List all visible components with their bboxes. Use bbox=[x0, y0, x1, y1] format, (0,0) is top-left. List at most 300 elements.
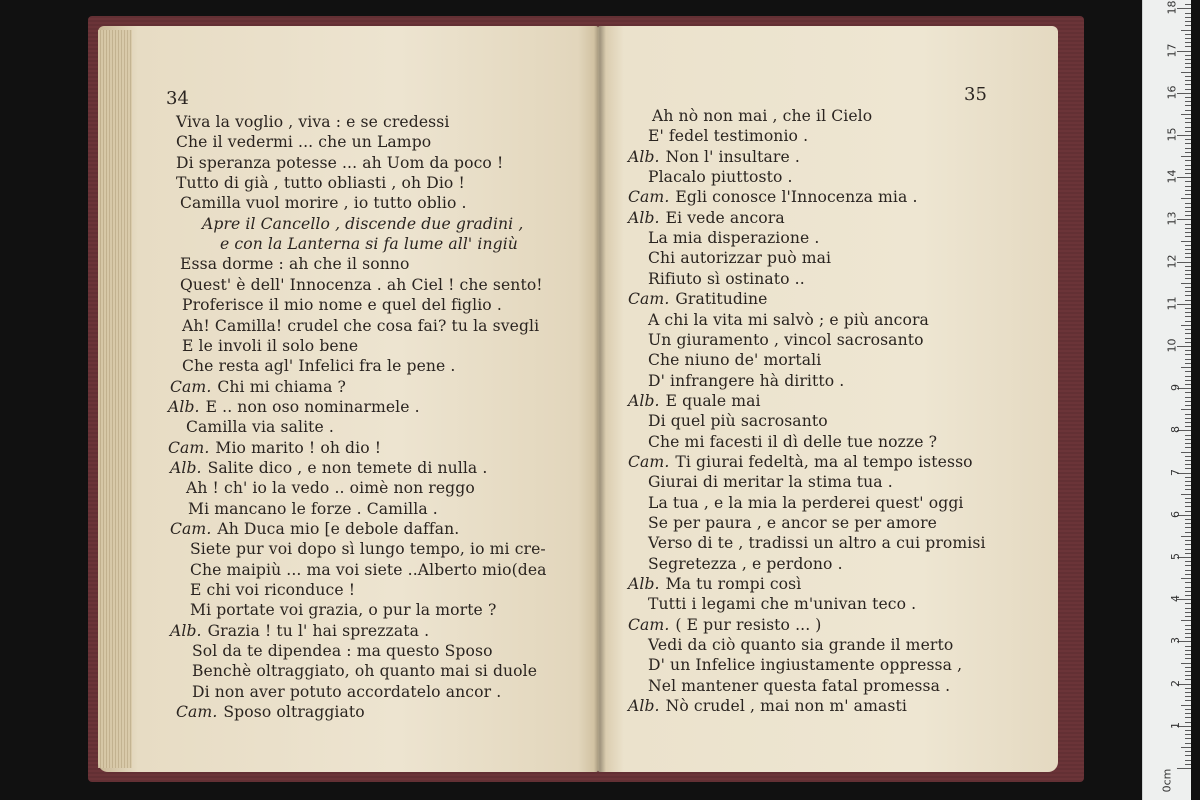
ruler-tick bbox=[1185, 89, 1191, 90]
ruler-tick bbox=[1185, 84, 1191, 85]
ruler-tick bbox=[1185, 477, 1191, 478]
ruler-tick bbox=[1181, 367, 1191, 368]
line-text: Che mi facesti il dì delle tue nozze ? bbox=[648, 432, 938, 451]
text-line bbox=[188, 499, 438, 519]
text-line bbox=[186, 478, 475, 498]
ruler-tick bbox=[1185, 38, 1191, 39]
ruler-tick bbox=[1185, 236, 1191, 237]
ruler-tick bbox=[1181, 283, 1191, 284]
ruler-tick bbox=[1185, 139, 1191, 140]
line-text: Ti giurai fedeltà, ma al tempo istesso bbox=[675, 452, 973, 471]
ruler-tick bbox=[1185, 392, 1191, 393]
line-text: La tua , e la mia la perderei quest' oggi bbox=[648, 493, 964, 512]
text-line bbox=[186, 417, 334, 437]
line-text: Gratitudine bbox=[675, 290, 768, 309]
ruler-tick bbox=[1185, 435, 1191, 436]
line-text: Che niuno de' mortali bbox=[648, 351, 822, 370]
ruler-tick bbox=[1185, 422, 1191, 423]
line-text: Rifiuto sì ostinato .. bbox=[648, 269, 805, 288]
ruler-tick bbox=[1185, 654, 1191, 655]
speaker-label: Alb. bbox=[170, 458, 202, 477]
ruler-tick bbox=[1185, 338, 1191, 339]
ruler-number: 16 bbox=[1165, 85, 1179, 100]
ruler-tick bbox=[1185, 553, 1191, 554]
ruler-tick bbox=[1185, 751, 1191, 752]
line-text: Di non aver potuto accordatelo ancor . bbox=[192, 682, 502, 701]
speaker-label: Cam. bbox=[628, 452, 670, 471]
speaker-label: Cam. bbox=[170, 520, 212, 538]
line-text: Segretezza , e perdono . bbox=[648, 554, 843, 573]
ruler-tick bbox=[1185, 401, 1191, 402]
text-line bbox=[176, 153, 503, 173]
text-line bbox=[628, 187, 918, 207]
ruler-tick bbox=[1181, 578, 1191, 579]
text-line bbox=[176, 132, 431, 152]
line-text: Sposo oltraggiato bbox=[223, 703, 365, 722]
ruler-tick bbox=[1185, 63, 1191, 64]
ruler-tick bbox=[1185, 570, 1191, 571]
ruler-tick bbox=[1185, 730, 1191, 731]
ruler-tick bbox=[1177, 8, 1191, 9]
ruler-tick bbox=[1185, 287, 1191, 288]
speaker-label: Cam. bbox=[176, 703, 218, 722]
ruler-number: 10 bbox=[1165, 338, 1179, 353]
ruler-tick bbox=[1185, 67, 1191, 68]
ruler-tick bbox=[1185, 595, 1191, 596]
ruler-tick bbox=[1185, 498, 1191, 499]
ruler-tick bbox=[1185, 25, 1191, 26]
text-line bbox=[628, 208, 785, 228]
text-line bbox=[648, 228, 819, 248]
text-line bbox=[648, 371, 844, 391]
ruler-tick bbox=[1185, 502, 1191, 503]
line-text: Chi autorizzar può mai bbox=[648, 249, 832, 268]
text-line bbox=[190, 580, 355, 600]
ruler-tick bbox=[1185, 709, 1191, 710]
line-text: Non l' insultare . bbox=[665, 147, 800, 166]
ruler-number: 9 bbox=[1169, 384, 1182, 392]
text-line bbox=[648, 310, 929, 330]
ruler-tick bbox=[1185, 464, 1191, 465]
line-text: Essa dorme : ah che il sonno bbox=[180, 255, 410, 274]
text-line bbox=[648, 472, 893, 492]
ruler-number: 12 bbox=[1165, 254, 1179, 269]
ruler-tick bbox=[1185, 692, 1191, 693]
ruler-tick bbox=[1181, 241, 1191, 242]
ruler-tick bbox=[1181, 536, 1191, 537]
speaker-label: Alb. bbox=[628, 208, 660, 227]
ruler-tick bbox=[1181, 325, 1191, 326]
ruler-tick bbox=[1185, 717, 1191, 718]
ruler-tick bbox=[1177, 177, 1191, 178]
ruler-tick bbox=[1185, 152, 1191, 153]
text-line bbox=[182, 295, 502, 315]
ruler-tick bbox=[1185, 397, 1191, 398]
text-line bbox=[170, 519, 459, 539]
ruler-tick bbox=[1185, 224, 1191, 225]
ruler-tick bbox=[1185, 489, 1191, 490]
ruler-tick bbox=[1185, 722, 1191, 723]
ruler-tick bbox=[1185, 329, 1191, 330]
line-text: Tutto di già , tutto obliasti , oh Dio ! bbox=[176, 174, 465, 193]
text-line bbox=[648, 493, 964, 513]
line-text: Placalo piuttosto . bbox=[648, 168, 793, 187]
ruler-tick bbox=[1185, 300, 1191, 301]
ruler-tick bbox=[1181, 494, 1191, 495]
ruler-tick bbox=[1185, 253, 1191, 254]
text-line bbox=[648, 635, 953, 655]
ruler-tick bbox=[1185, 439, 1191, 440]
text-line bbox=[220, 234, 518, 254]
text-line bbox=[648, 655, 962, 675]
ruler-tick bbox=[1185, 760, 1191, 761]
ruler-tick bbox=[1185, 696, 1191, 697]
text-line bbox=[648, 167, 793, 187]
ruler-tick bbox=[1181, 409, 1191, 410]
ruler-tick bbox=[1185, 148, 1191, 149]
text-line bbox=[180, 193, 467, 213]
ruler-tick bbox=[1185, 245, 1191, 246]
line-text: Se per paura , e ancor se per amore bbox=[648, 514, 937, 532]
ruler-number: 8 bbox=[1169, 426, 1182, 434]
line-text: Ah nò non mai , che il Cielo bbox=[652, 107, 873, 125]
line-text: Che il vedermi ... che un Lampo bbox=[176, 133, 432, 152]
line-text: La mia disperazione . bbox=[648, 229, 820, 248]
ruler-tick bbox=[1185, 203, 1191, 204]
ruler-tick bbox=[1185, 481, 1191, 482]
line-text: E quale mai bbox=[665, 391, 761, 410]
ruler-tick bbox=[1185, 523, 1191, 524]
ruler-number: 1 bbox=[1169, 721, 1182, 729]
line-text: Egli conosce l'Innocenza mia . bbox=[675, 188, 918, 207]
ruler-tick bbox=[1181, 452, 1191, 453]
ruler-tick bbox=[1181, 705, 1191, 706]
ruler-tick bbox=[1185, 591, 1191, 592]
text-line bbox=[628, 147, 800, 167]
line-text: Mi mancano le forze . Camilla . bbox=[188, 499, 438, 518]
line-text: E chi voi riconduce ! bbox=[190, 581, 356, 600]
ruler-tick bbox=[1185, 671, 1191, 672]
line-text: Camilla via salite . bbox=[186, 418, 334, 437]
ruler-tick bbox=[1185, 371, 1191, 372]
text-line bbox=[182, 356, 455, 376]
ruler-tick bbox=[1185, 738, 1191, 739]
ruler-tick bbox=[1185, 574, 1191, 575]
ruler-tick bbox=[1185, 249, 1191, 250]
line-text: Camilla vuol morire , io tutto oblio . bbox=[180, 194, 467, 213]
ruler-tick bbox=[1185, 603, 1191, 604]
ruler-tick bbox=[1181, 620, 1191, 621]
ruler-tick bbox=[1185, 122, 1191, 123]
line-text: Che resta agl' Infelici fra le pene . bbox=[182, 357, 456, 376]
ruler-tick bbox=[1177, 51, 1191, 52]
speaker-label: Cam. bbox=[628, 615, 670, 634]
text-line bbox=[176, 173, 465, 193]
line-text: Che maipiù ... ma voi siete ..Alberto mio(dea bbox=[190, 560, 547, 579]
speaker-label: Alb. bbox=[628, 391, 660, 410]
text-line bbox=[182, 316, 539, 336]
ruler-tick bbox=[1185, 4, 1191, 5]
line-text: Sol da te dipendea : ma questo Sposo bbox=[192, 642, 493, 661]
ruler-tick bbox=[1185, 743, 1191, 744]
ruler-number: 2 bbox=[1169, 679, 1182, 687]
ruler-tick bbox=[1185, 17, 1191, 18]
speaker-label: Alb. bbox=[170, 621, 202, 640]
ruler-tick bbox=[1185, 169, 1191, 170]
ruler-tick bbox=[1185, 650, 1191, 651]
line-text: D' infrangere hà diritto . bbox=[648, 371, 845, 390]
line-text: Nò crudel , mai non m' amasti bbox=[665, 697, 907, 716]
ruler-tick bbox=[1185, 321, 1191, 322]
ruler-tick bbox=[1185, 380, 1191, 381]
ruler-tick bbox=[1185, 384, 1191, 385]
text-line bbox=[648, 126, 808, 146]
ruler-tick bbox=[1185, 274, 1191, 275]
text-line bbox=[176, 112, 449, 132]
ruler-tick bbox=[1185, 143, 1191, 144]
ruler-number: 7 bbox=[1169, 468, 1182, 476]
ruler-tick bbox=[1181, 663, 1191, 664]
ruler-tick bbox=[1185, 629, 1191, 630]
text-line bbox=[170, 621, 429, 641]
ruler-tick bbox=[1185, 101, 1191, 102]
ruler-number: 14 bbox=[1165, 169, 1179, 184]
ruler-tick bbox=[1185, 211, 1191, 212]
ruler-tick bbox=[1185, 80, 1191, 81]
speaker-label: Alb. bbox=[168, 397, 200, 416]
line-text: e con la Lanterna si fa lume all' ingiù bbox=[220, 235, 518, 254]
ruler-number: 17 bbox=[1165, 43, 1179, 58]
ruler-tick bbox=[1185, 76, 1191, 77]
ruler-tick bbox=[1185, 312, 1191, 313]
text-line bbox=[628, 574, 801, 594]
ruler-tick bbox=[1185, 675, 1191, 676]
text-line bbox=[192, 661, 537, 681]
text-line bbox=[192, 641, 493, 661]
line-text: Verso di te , tradissi un altro a cui promisi bbox=[648, 534, 986, 553]
ruler-tick bbox=[1185, 342, 1191, 343]
line-text: Grazia ! tu l' hai sprezzata . bbox=[207, 621, 430, 640]
ruler-number: 3 bbox=[1169, 637, 1182, 645]
ruler-tick bbox=[1185, 165, 1191, 166]
ruler-tick bbox=[1185, 278, 1191, 279]
ruler-tick bbox=[1185, 700, 1191, 701]
text-line bbox=[170, 377, 346, 397]
text-line bbox=[648, 432, 937, 452]
ruler-tick bbox=[1185, 532, 1191, 533]
ruler-number: 4 bbox=[1169, 595, 1182, 603]
line-text: Ma tu rompi così bbox=[665, 575, 802, 594]
ruler-tick bbox=[1181, 156, 1191, 157]
ruler-tick bbox=[1185, 97, 1191, 98]
ruler-number: 13 bbox=[1165, 211, 1179, 226]
text-line bbox=[648, 350, 821, 370]
ruler-tick bbox=[1185, 443, 1191, 444]
text-line bbox=[190, 560, 547, 580]
ruler-number: 5 bbox=[1169, 553, 1182, 560]
ruler-tick bbox=[1185, 131, 1191, 132]
ruler-tick bbox=[1177, 135, 1191, 136]
line-text: D' un Infelice ingiustamente oppressa , bbox=[648, 656, 963, 675]
ruler-tick bbox=[1185, 291, 1191, 292]
book-binding bbox=[88, 16, 1084, 782]
ruler-tick bbox=[1185, 207, 1191, 208]
text-line bbox=[182, 336, 358, 356]
book-gutter bbox=[594, 26, 606, 772]
ruler-tick bbox=[1185, 612, 1191, 613]
page-edges bbox=[98, 30, 132, 768]
text-line bbox=[648, 676, 950, 696]
ruler-tick bbox=[1185, 270, 1191, 271]
line-text: Vedi da ciò quanto sia grande il merto bbox=[648, 636, 954, 655]
measurement-ruler bbox=[1142, 0, 1191, 800]
line-text: Ah Duca mio [e debole daffan. bbox=[217, 520, 460, 538]
left-page bbox=[98, 26, 598, 772]
speaker-label: Cam. bbox=[170, 377, 212, 396]
line-text: Salite dico , e non temete di nulla . bbox=[207, 458, 488, 477]
ruler-tick bbox=[1185, 565, 1191, 566]
line-text: Tutti i legami che m'univan teco . bbox=[648, 595, 917, 614]
speaker-label: Cam. bbox=[628, 290, 670, 309]
text-line bbox=[648, 411, 828, 431]
ruler-tick bbox=[1185, 713, 1191, 714]
ruler-tick bbox=[1185, 194, 1191, 195]
line-text: A chi la vita mi salvò ; e più ancora bbox=[648, 310, 929, 329]
ruler-tick bbox=[1185, 228, 1191, 229]
text-line bbox=[648, 533, 986, 553]
text-line bbox=[170, 458, 487, 478]
ruler-number: 11 bbox=[1165, 296, 1179, 311]
ruler-tick bbox=[1185, 186, 1191, 187]
ruler-tick bbox=[1185, 190, 1191, 191]
ruler-number: 15 bbox=[1165, 127, 1179, 142]
ruler-tick bbox=[1185, 561, 1191, 562]
ruler-tick bbox=[1177, 304, 1191, 305]
text-line bbox=[176, 702, 365, 722]
ruler-tick bbox=[1185, 519, 1191, 520]
ruler-tick bbox=[1185, 173, 1191, 174]
line-text: Quest' è dell' Innocenza . ah Ciel ! che sento! bbox=[180, 275, 543, 294]
text-line bbox=[628, 452, 973, 472]
ruler-number: 18 bbox=[1165, 0, 1179, 15]
text-line bbox=[180, 275, 543, 295]
line-text: E le involi il solo bene bbox=[182, 336, 359, 355]
line-text: Di quel più sacrosanto bbox=[648, 412, 828, 431]
ruler-tick bbox=[1185, 266, 1191, 267]
ruler-tick bbox=[1185, 426, 1191, 427]
ruler-tick bbox=[1185, 232, 1191, 233]
text-line bbox=[192, 682, 501, 702]
ruler-tick bbox=[1185, 405, 1191, 406]
ruler-tick bbox=[1185, 118, 1191, 119]
ruler-tick bbox=[1181, 198, 1191, 199]
ruler-tick bbox=[1185, 608, 1191, 609]
line-text: Siete pur voi dopo sì lungo tempo, io mi cre- bbox=[190, 540, 546, 559]
line-text: Proferisce il mio nome e quel del figlio . bbox=[182, 296, 502, 315]
line-text: Apre il Cancello , discende due gradini , bbox=[202, 214, 524, 233]
speaker-label: Alb. bbox=[628, 575, 660, 594]
line-text: Viva la voglio , viva : e se credessi bbox=[176, 113, 450, 131]
text-line bbox=[628, 696, 907, 716]
ruler-tick bbox=[1185, 460, 1191, 461]
ruler-tick bbox=[1185, 414, 1191, 415]
line-text: E .. non oso nominarmele . bbox=[205, 397, 420, 416]
ruler-tick bbox=[1185, 447, 1191, 448]
ruler-tick bbox=[1185, 55, 1191, 56]
ruler-tick bbox=[1185, 354, 1191, 355]
ruler-tick bbox=[1185, 511, 1191, 512]
ruler-tick bbox=[1185, 764, 1191, 765]
ruler-tick bbox=[1185, 110, 1191, 111]
ruler-tick bbox=[1185, 549, 1191, 550]
speaker-label: Cam. bbox=[168, 438, 210, 457]
ruler-tick bbox=[1185, 181, 1191, 182]
line-text: Ah ! ch' io la vedo .. oimè non reggo bbox=[186, 479, 475, 498]
ruler-tick bbox=[1185, 527, 1191, 528]
ruler-zero-label: 0cm bbox=[1160, 768, 1174, 793]
line-text: Di speranza potesse ... ah Uom da poco ! bbox=[176, 153, 504, 172]
ruler-tick bbox=[1185, 633, 1191, 634]
speaker-label: Cam. bbox=[628, 188, 670, 207]
ruler-tick bbox=[1185, 646, 1191, 647]
ruler-tick bbox=[1181, 114, 1191, 115]
ruler-tick bbox=[1185, 616, 1191, 617]
ruler-tick bbox=[1185, 667, 1191, 668]
ruler-tick bbox=[1185, 363, 1191, 364]
text-line bbox=[168, 438, 381, 458]
ruler-tick bbox=[1185, 257, 1191, 258]
text-line bbox=[648, 248, 831, 268]
left-page-number: 34 bbox=[166, 88, 189, 109]
ruler-tick bbox=[1185, 637, 1191, 638]
ruler-tick bbox=[1185, 42, 1191, 43]
line-text: Un giuramento , vincol sacrosanto bbox=[648, 330, 924, 349]
ruler-tick bbox=[1185, 544, 1191, 545]
ruler-tick bbox=[1185, 46, 1191, 47]
text-line bbox=[628, 615, 822, 635]
line-text: Nel mantener questa fatal promessa . bbox=[648, 676, 951, 695]
ruler-tick bbox=[1185, 688, 1191, 689]
ruler-tick bbox=[1185, 679, 1191, 680]
line-text: Benchè oltraggiato, oh quanto mai si duole bbox=[192, 662, 538, 681]
text-line bbox=[652, 106, 872, 126]
line-text: Giurai di meritar la stima tua . bbox=[648, 473, 893, 492]
ruler-tick bbox=[1185, 215, 1191, 216]
ruler-tick bbox=[1185, 734, 1191, 735]
ruler-tick bbox=[1181, 72, 1191, 73]
ruler-tick bbox=[1185, 21, 1191, 22]
speaker-label: Alb. bbox=[628, 697, 660, 716]
text-line bbox=[628, 289, 768, 309]
text-line bbox=[628, 391, 761, 411]
text-line bbox=[190, 600, 496, 620]
ruler-tick bbox=[1185, 755, 1191, 756]
ruler-tick bbox=[1177, 262, 1191, 263]
line-text: Mio marito ! oh dio ! bbox=[215, 438, 382, 457]
right-page-number: 35 bbox=[964, 84, 987, 105]
text-line bbox=[648, 554, 843, 574]
ruler-tick bbox=[1185, 376, 1191, 377]
text-line bbox=[648, 513, 937, 533]
ruler-tick bbox=[1177, 93, 1191, 94]
text-line bbox=[168, 397, 420, 417]
ruler-tick bbox=[1177, 768, 1191, 769]
ruler-tick bbox=[1185, 34, 1191, 35]
text-line bbox=[202, 214, 523, 234]
ruler-tick bbox=[1185, 468, 1191, 469]
ruler-tick bbox=[1185, 359, 1191, 360]
line-text: E' fedel testimonio . bbox=[648, 127, 809, 146]
